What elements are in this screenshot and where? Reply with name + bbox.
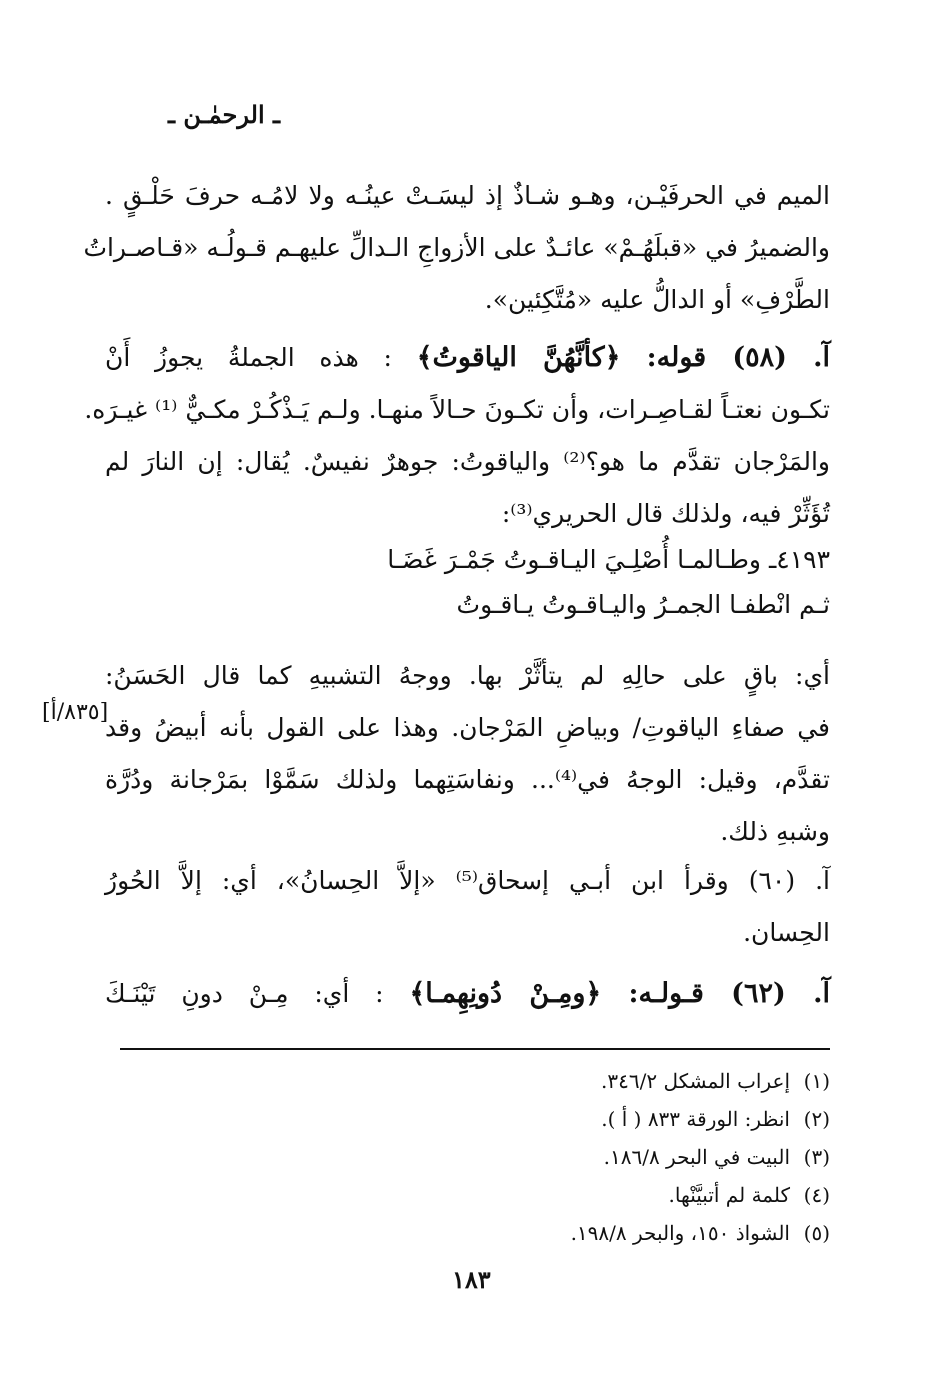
- text-line: الميم في الحرفَيْـن، وهـو شـاذٌ إذ ليسَـتْ عينُـه ولا لامُـه حرفَ حَلْـقٍ .: [105, 181, 830, 210]
- verse-reference: آ. (٥٨) قوله: ﴿كأنَّهُنَّ الياقوتُ﴾: [416, 342, 831, 373]
- footnote-number: (٤): [803, 1183, 830, 1207]
- text-line: في صفاءِ الياقوتِ/ وبياضِ المَرْجان. وهذا على القول بأنه أبيضُ وقد: [105, 713, 830, 742]
- text-line: [105, 332, 830, 384]
- text-line: والضميرُ في «قبلَهُـمْ» عائـدٌ على الأزواجِ الـدالِّ عليهـم قـولُـه «قـاصـراتُ: [83, 233, 830, 262]
- footnote: [571, 1062, 830, 1100]
- text-line: والمَرْجان تقدَّم ما هو؟⁽²⁾ والياقوتُ: جوهرٌ نفيسٌ. يُقال: إن النارَ لم: [105, 447, 830, 476]
- text-line: تكـون نعتـاً لقـاصِـرات، وأن تكـونَ حـالاً منهـا. ولـم يَـذْكُـرْ مكـيٌّ ⁽¹⁾ غيـرَه.: [84, 395, 830, 424]
- footnote-text: الشواذ ١٥٠، والبحر ١٩٨/٨.: [570, 1221, 790, 1245]
- text-line: الطَّرْفِ» أو الدالُّ عليه «مُتَّكِئين».: [484, 285, 830, 314]
- paragraph-verse-62: [105, 968, 830, 1020]
- footnotes: [571, 1062, 830, 1252]
- text-segment: : هذه الجملةُ يجوزُ أَنْ: [105, 343, 392, 372]
- paragraph-verse-60: [105, 855, 830, 959]
- text-line: أي: باقٍ على حالِهِ لم يتأثَّرْ بها. ووجهُ التشبيهِ كما قال الحَسَنُ:: [105, 661, 830, 690]
- footnote-text: انظر: الورقة ٨٣٣ ( أ ).: [601, 1107, 790, 1131]
- footnote-number: (٢): [803, 1107, 830, 1131]
- footnote: [571, 1100, 830, 1138]
- footnote-text: إعراب المشكل ٣٤٦/٢.: [601, 1069, 790, 1093]
- poem-verse-second-hemistich: ثـم انْطفـا الجمـرُ واليـاقـوتُ يـاقـوتُ: [456, 590, 830, 619]
- footnote: [571, 1176, 830, 1214]
- paragraph-3: [105, 650, 830, 858]
- footnote-number: (٣): [803, 1145, 830, 1169]
- footnote-separator: [120, 1048, 830, 1050]
- paragraph-verse-58: [84, 332, 831, 540]
- footnote-number: (٥): [803, 1221, 830, 1245]
- page-number: ١٨٣: [452, 1265, 491, 1294]
- text-line: آ. (٦٠) وقرأ ابن أبـي إسحاق⁽⁵⁾ «إلاَّ الحِسانُ»، أي: إلاَّ الحُورُ: [105, 866, 830, 895]
- running-header: ـ الرحمٰـن ـ: [167, 100, 280, 129]
- text-line: تُؤَثِّرْ فيه، ولذلك قال الحريري⁽³⁾:: [501, 499, 830, 528]
- text-line: [105, 968, 830, 1020]
- text-segment: : أي: مِـنْ دونِ تَيْنَـكَ: [105, 979, 384, 1008]
- footnote-text: البيت في البحر ١٨٦/٨.: [603, 1145, 790, 1169]
- footnote-text: كلمة لم أتبيَّنْها.: [668, 1183, 790, 1207]
- paragraph-1: [83, 170, 830, 326]
- folio-margin-note: [٨٣٥/أ]: [42, 700, 109, 725]
- text-line: تقدَّم، وقيل: الوجهُ في⁽⁴⁾... ونفاسَتِهما ولذلك سَمَّوْا بمَرْجانة ودُرَّة: [105, 765, 830, 794]
- verse-reference: آ. (٦٢) قـولـه: ﴿ومِـنْ دُونِهِمـا﴾: [409, 978, 830, 1009]
- text-line: الحِسان.: [743, 918, 830, 947]
- poem-verse-first-hemistich: ٤١٩٣ـ وطـالمـا أُصْلِـيَ اليـاقـوتُ جَمْـرَ غَضَـا: [387, 545, 830, 574]
- footnote: [571, 1214, 830, 1252]
- footnote: [571, 1138, 830, 1176]
- footnote-number: (١): [803, 1069, 830, 1093]
- text-line: وشبهِ ذلك.: [720, 817, 830, 846]
